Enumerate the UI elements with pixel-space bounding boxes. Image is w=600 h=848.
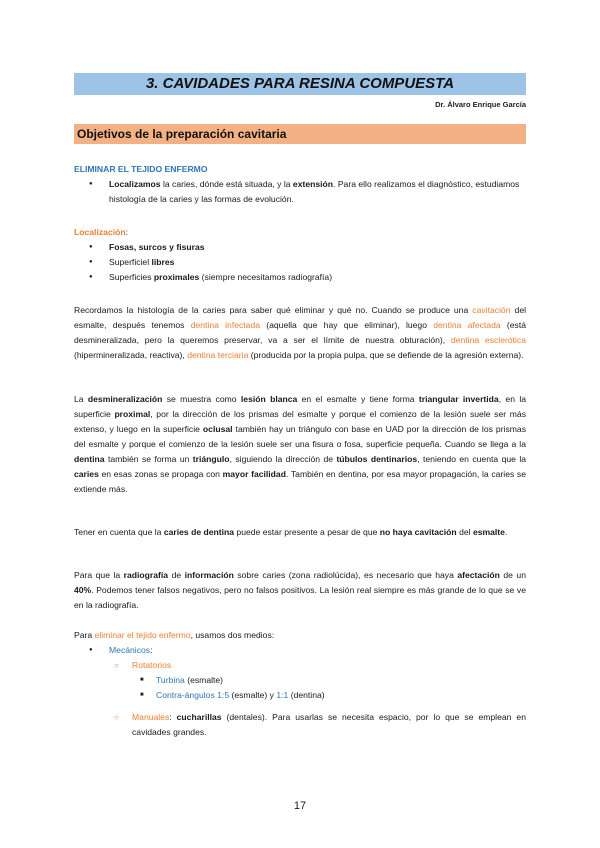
localizacion-block: Localización: ● Fosas, surcos y fisuras ● Superficiel libres ● Superficies proximales (siempre necesitamos radiografía) — [74, 225, 526, 285]
localizacion-heading: Localización — [74, 227, 126, 237]
radiography-paragraph: Para que la radiografía de información sobre caries (zona radiolúcida), es necesario que haya afectación de un 40%. Podemos tener falsos negativos, pero no falsos positivos. La lesión real siempre es más grande de lo que se ve en la radiografía. — [74, 570, 526, 610]
demineralization-paragraph: La desmineralización se muestra como lesión blanca en el esmalte y tiene forma triangular invertida, en la superficie proximal, por la dirección de los prismas del esmalte y porque el comienzo de la lesión suele ser más extenso, y luego en la superficie oclusal también hay un triángulo con base en UAD por la dirección de los prismas del esmalte y porque el comienzo de la lesión suele ser una fisura o fosa, superficie pequeña. Cuando se llega a la dentina también se forma un triángulo, siguiendo la dirección de túbulos dentinarios, teniendo en cuenta que la caries en esas zonas se propaga con mayor facilidad. También en dentina, por esa mayor propagación, la caries se extiende más. — [74, 394, 527, 494]
list-item: ○ Manuales: cucharillas (dentales). Para usarlas se necesita espacio, por lo que se emplean en cavidades grandes. — [74, 710, 526, 740]
author-credit: Dr. Álvaro Enrique García — [435, 100, 526, 109]
list-item: ● Fosas, surcos y fisuras — [74, 240, 526, 255]
list-item: ○ Rotatorios — [74, 658, 526, 673]
page-number: 17 — [293, 800, 307, 812]
section-heading: Objetivos de la preparación cavitaria — [74, 124, 526, 144]
list-item: ● Localizamos la caries, dónde está situada, y la extensión. Para ello realizamos el diagnóstico, estudiamos histología de la caries y las formas de evolución. — [74, 177, 526, 207]
list-item: ● Superficies proximales (siempre necesitamos radiografía) — [74, 270, 526, 285]
removal-methods-block: Para eliminar el tejido enfermo, usamos dos medios: ● Mecánicos: ○ Rotatorios ■ Turbina (esmalte) ■ Contra-ángulos 1:5 (esmalte) y 1:1 (dentina) ○ Manuales: cucharillas (dentales). Para usarlas se necesita espacio, por lo que se emplean en cavidades grandes. — [74, 628, 526, 740]
eliminar-heading: ELIMINAR EL TEJIDO ENFERMO — [74, 164, 208, 174]
dentin-caries-paragraph: Tener en cuenta que la caries de dentina puede estar presente a pesar de que no haya cavitación del esmalte. — [74, 527, 508, 537]
list-item: ● Mecánicos: — [74, 643, 526, 658]
list-item: ● Superficiel libres — [74, 255, 526, 270]
histology-paragraph: Recordamos la histología de la caries para saber qué eliminar y qué no. Cuando se produce una cavitación del esmalte, después tenemos dentina infectada (aquella que hay que eliminar), luego dentina afectada (está desmineralizada, pero la queremos preservar, va a ser el límite de nuestra obturación), dentina esclerótica (hipermineralizada, reactiva), dentina terciaria (producida por la propia pulpa, que se defiende de la agresión externa). — [74, 305, 527, 360]
list-item: ■ Contra-ángulos 1:5 (esmalte) y 1:1 (dentina) — [74, 688, 526, 703]
list-item: ■ Turbina (esmalte) — [74, 673, 526, 688]
eliminar-block — [74, 162, 526, 207]
chapter-title: 3. CAVIDADES PARA RESINA COMPUESTA — [74, 73, 526, 95]
